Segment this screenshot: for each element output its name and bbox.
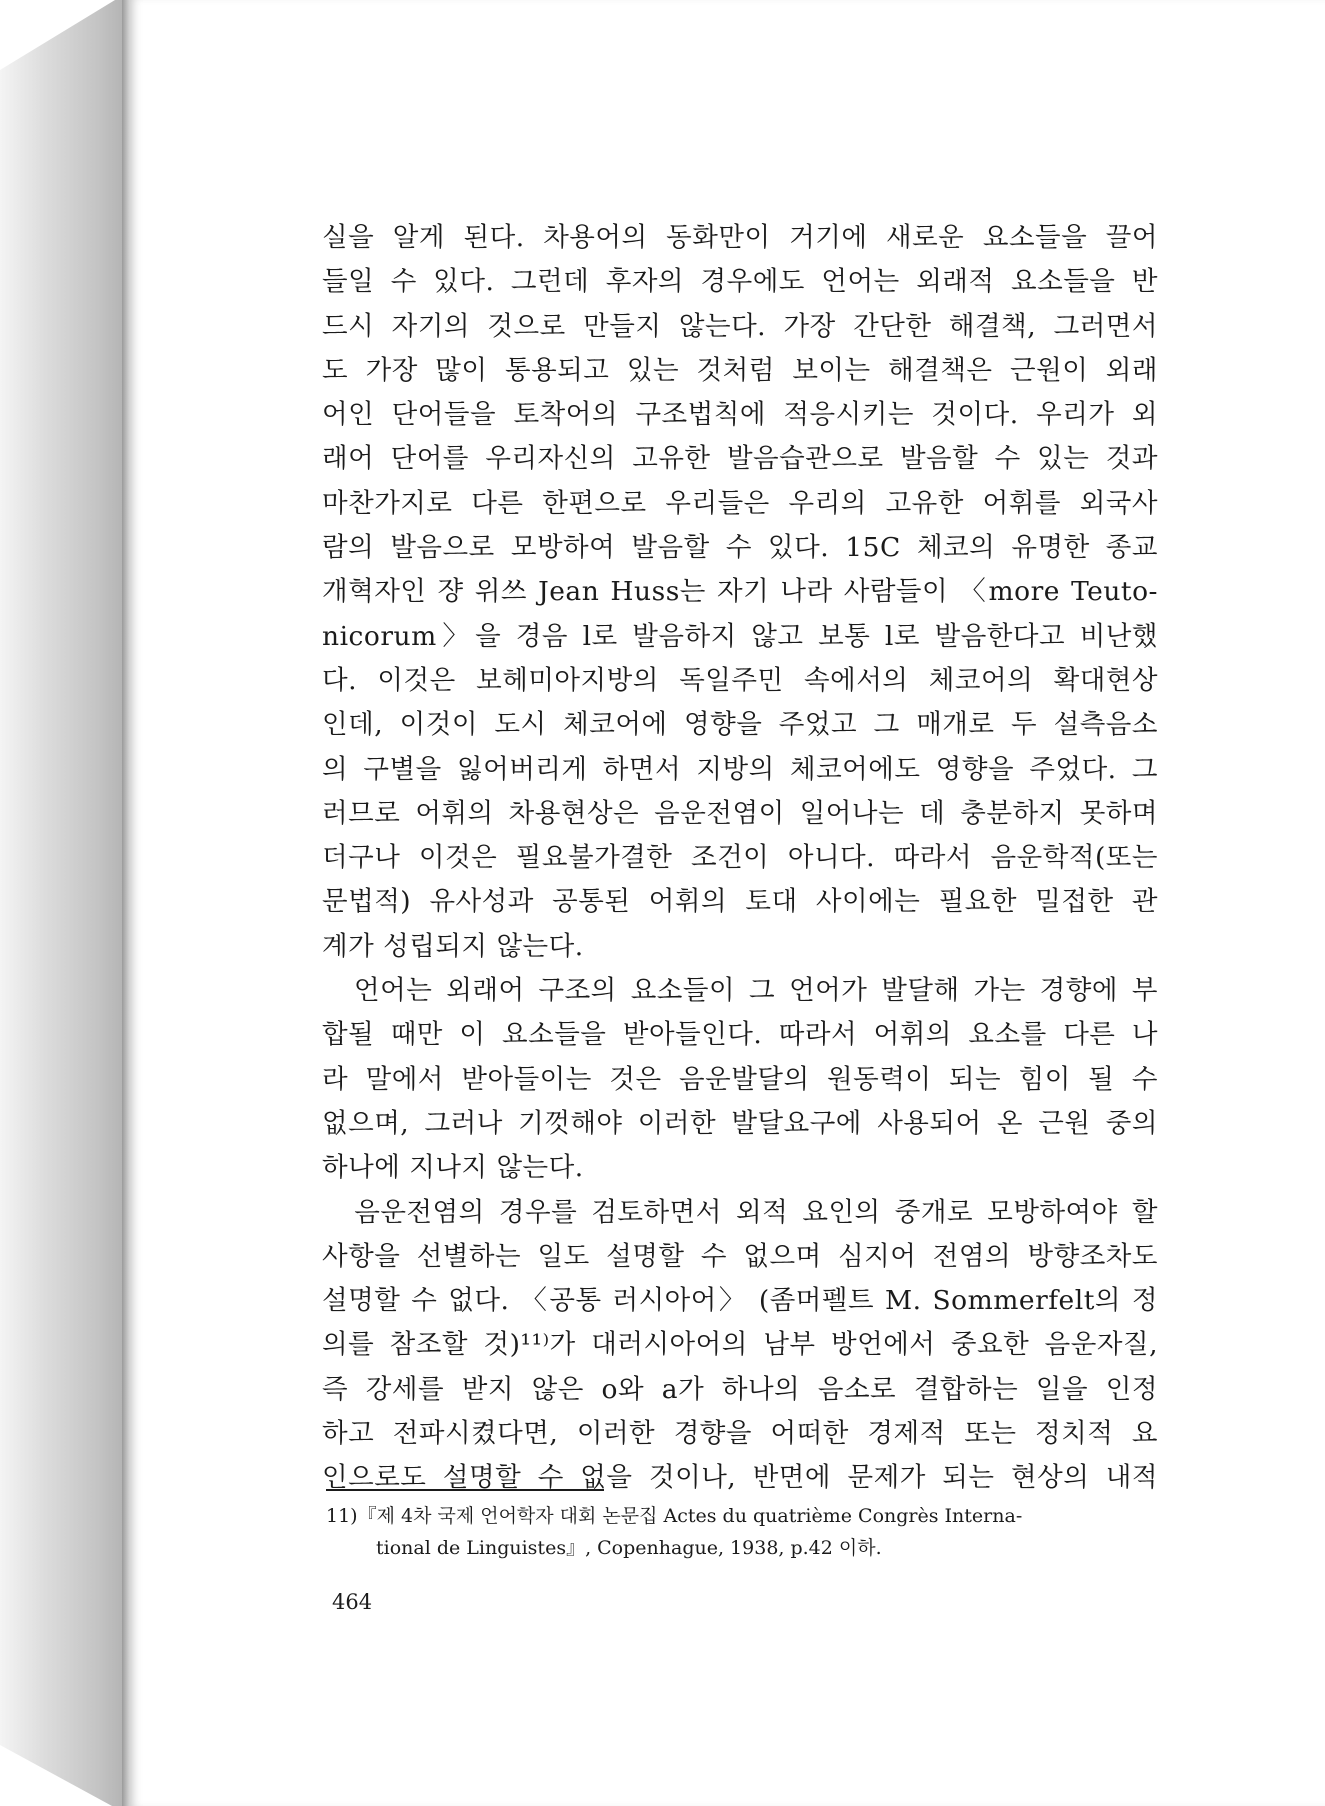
body-line: 설명할 수 없다. 〈공통 러시아어〉 (좀머펠트 M. Sommerfelt의 정: [322, 1285, 1158, 1317]
body-line: 러므로 어휘의 차용현상은 음운전염이 일어나는 데 충분하지 못하며: [322, 797, 1158, 829]
body-line: 인으로도 설명할 수 없을 것이나, 반면에 문제가 되는 현상의 내적: [322, 1462, 1158, 1494]
body-line: 실을 알게 된다. 차용어의 동화만이 거기에 새로운 요소들을 끌어: [322, 222, 1158, 253]
body-line: 람의 발음으로 모방하여 발음할 수 있다. 15C 체코의 유명한 종교: [322, 532, 1158, 564]
body-line: 래어 단어를 우리자신의 고유한 발음습관으로 발음할 수 있는 것과: [322, 443, 1158, 475]
body-line: 계가 성립되지 않는다.: [322, 930, 584, 962]
body-line: 다. 이것은 보헤미아지방의 독일주민 속에서의 체코어의 확대현상: [322, 664, 1158, 696]
footnote-line-2: tional de Linguistes』, Copenhague, 1938, p.42 이하.: [376, 1537, 882, 1559]
body-line: 인데, 이것이 도시 체코어에 영향을 주었고 그 매개로 두 설측음소: [322, 709, 1158, 741]
body-line: 들일 수 있다. 그런데 후자의 경우에도 언어는 외래적 요소들을 반: [322, 266, 1158, 298]
body-line: 즉 강세를 받지 않은 o와 a가 하나의 음소로 결합하는 일을 인정: [322, 1373, 1158, 1405]
body-line: 음운전염의 경우를 검토하면서 외적 요인의 중개로 모방하여야 할: [322, 1196, 1158, 1228]
body-line: 언어는 외래어 구조의 요소들이 그 언어가 발달해 가는 경향에 부: [322, 975, 1158, 1007]
body-line: 하고 전파시켰다면, 이러한 경향을 어떠한 경제적 또는 정치적 요: [322, 1418, 1158, 1450]
body-line: 라 말에서 받아들이는 것은 음운발달의 원동력이 되는 힘이 될 수: [322, 1063, 1158, 1095]
body-line: 합될 때만 이 요소들을 받아들인다. 따라서 어휘의 요소를 다른 나: [322, 1019, 1158, 1051]
body-text: [322, 216, 1158, 1501]
footnote: [326, 1500, 1162, 1564]
body-line: 의를 참조할 것)¹¹⁾가 대러시아어의 남부 방언에서 중요한 음운자질,: [322, 1329, 1158, 1361]
body-line: 더구나 이것은 필요불가결한 조건이 아니다. 따라서 음운학적(또는: [322, 842, 1158, 874]
body-line: 문법적) 유사성과 공통된 어휘의 토대 사이에는 필요한 밀접한 관: [322, 886, 1158, 918]
body-line: 어인 단어들을 토착어의 구조법칙에 적응시키는 것이다. 우리가 외: [322, 399, 1158, 431]
body-line: 하나에 지나지 않는다.: [322, 1152, 584, 1184]
page-number: 464: [332, 1590, 373, 1614]
body-line: 사항을 선별하는 일도 설명할 수 없으며 심지어 전염의 방향조차도: [322, 1240, 1158, 1272]
body-line: 마찬가지로 다른 한편으로 우리들은 우리의 고유한 어휘를 외국사: [322, 487, 1158, 519]
body-line: 드시 자기의 것으로 만들지 않는다. 가장 간단한 해결책, 그러면서: [322, 310, 1158, 342]
book-spine: [0, 0, 130, 1806]
body-line: 개혁자인 쟝 위쓰 Jean Huss는 자기 나라 사람들이 〈more Teuto-: [322, 576, 1158, 608]
body-line: 의 구별을 잃어버리게 하면서 지방의 체코어에도 영향을 주었다. 그: [322, 753, 1158, 785]
footnote-line-1: 11)『제 4차 국제 언어학자 대회 논문집 Actes du quatrième Congrès Interna-: [326, 1505, 1023, 1527]
body-line: 도 가장 많이 통용되고 있는 것처럼 보이는 해결책은 근원이 외래: [322, 354, 1158, 386]
footnote-rule: [326, 1489, 604, 1491]
body-line: nicorum〉을 경음 l로 발음하지 않고 보통 l로 발음한다고 비난했: [322, 620, 1158, 652]
body-line: 없으며, 그러나 기껏해야 이러한 발달요구에 사용되어 온 근원 중의: [322, 1107, 1158, 1139]
